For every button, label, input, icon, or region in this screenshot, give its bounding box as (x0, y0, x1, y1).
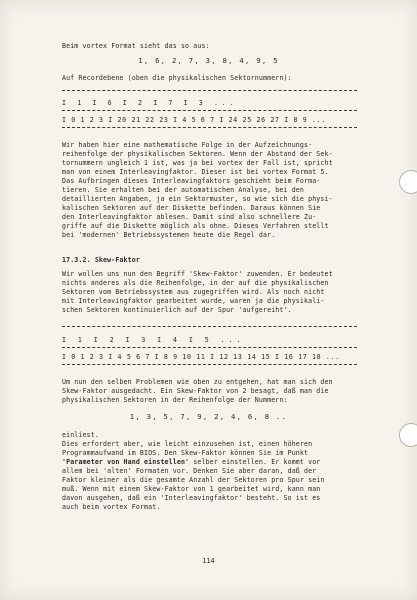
paragraph-line: einliest. (62, 431, 99, 439)
table2-physical-row: I 1 I 2 I 3 I 4 I 5 ... (62, 336, 245, 344)
skew-sequence: 1, 3, 5, 7, 9, 2, 4, 6, 8 .. (129, 412, 288, 421)
paragraph-line: mit Interleavingfaktor gearbeitet wurde, waren ja die physikali- (62, 297, 325, 305)
record-level-label: Auf Recordebene (oben die physikalischen Sektornummern): (62, 74, 292, 82)
intro-text: Beim vortex Format sieht das so aus: (62, 42, 210, 50)
paragraph-line: Wir haben hier eine mathematische Folge in der Aufzeichnungs- (62, 141, 313, 149)
table1-mid-rule (62, 110, 357, 111)
logical-sequence: 1, 6, 2, 7, 3, 8, 4, 9, 5 (138, 56, 279, 65)
paragraph-line: bei 'modernen' Betriebssystemen heute die Regel dar. (62, 231, 276, 239)
paragraph-line: nichts anderes als die Reihenfolge, in der auf die physikalischen (62, 279, 329, 287)
paragraph-line: detaillierten Angaben, ja ein Sektormuster, so wie sich die physi- (62, 195, 333, 203)
paragraph-line: den Interleavingfaktor ablesen. Damit sind also schnellere Zu- (62, 213, 317, 221)
section-heading: 17.3.2. Skew-Faktor (62, 256, 140, 264)
table2-record-row: I 0 1 2 3 I 4 5 6 7 I 8 9 10 11 I 12 13 14 15 I 16 17 18 ... (62, 353, 340, 361)
paragraph-line: davon ausgehen, daß ein 'Interleavingfaktor' besteht. So ist es (62, 494, 321, 502)
paragraph-line: physikalischen Sektoren in der Reihenfolge der Nummern: (62, 396, 288, 404)
table2-top-rule (62, 326, 357, 327)
paragraph-line (62, 458, 320, 466)
table1-physical-row: I 1 I 6 I 2 I 7 I 3 ... (62, 99, 237, 107)
paragraph-line-tail: selber einstellen. Er kommt vor (189, 458, 321, 466)
paragraph-line: Dies erfordert aber, wie leicht einzusehen ist, einen höheren (62, 440, 313, 448)
paragraph-line: reihenfolge der physikalischen Sektoren. Wenn der Abstand der Sek- (62, 150, 333, 158)
paragraph-line: tieren. Sie erhalten bei der automatischen Analyse, bei den (62, 186, 305, 194)
table2-bottom-rule (62, 364, 357, 365)
table1-top-rule (62, 90, 357, 91)
table1-bottom-rule (62, 127, 357, 128)
paragraph-line: Um nun den selben Problemen wie oben zu entgehen, hat man sich den (62, 378, 333, 386)
table1-record-row: I 0 1 2 3 I 20 21 22 23 I 4 5 6 7 I 24 25 26 27 I 8 9 ... (62, 116, 326, 124)
paragraph-line: Sektoren vom Betriebssystem aus zugegriffen wird. Als noch nicht (62, 288, 325, 296)
paragraph-line: Faktor kleiner als die gesamte Anzahl der Sektoren pro Spur sein (62, 476, 325, 484)
page-number: 114 (202, 557, 215, 565)
paragraph-line: man von einem Interleavingfaktor. Dieser ist bei vortex Format 5. (62, 168, 329, 176)
paragraph-line: Wir wollen uns nun den Begriff 'Skew-Faktor' zuwenden. Er bedeutet (62, 270, 333, 278)
table2-mid-rule (62, 347, 357, 348)
menu-item-reference: 'Parameter von Hand einstellen' (62, 458, 190, 466)
paragraph-line: auch beim vortex Format. (62, 503, 161, 511)
paragraph-line: tornummern ungleich 1 ist, was ja bei vortex der Fall ist, spricht (62, 159, 333, 167)
paragraph-line: muß. Wenn mit einem Skew-Faktor von 1 gearbeitet wird, kann man (62, 485, 321, 493)
paragraph-line: allem bei 'alten' Formaten vor. Denken Sie aber daran, daß der (62, 467, 317, 475)
paragraph-line: kalischen Sektoren auf der Diskette befinden. Daraus können Sie (62, 204, 321, 212)
paragraph-line: griffe auf die Diskette möglich als ohne. Dieses Verfahren stellt (62, 222, 329, 230)
paragraph-line: Programmaufwand im BIOS. Den Skew-Faktor können Sie im Punkt (62, 449, 309, 457)
paragraph-line: Das Aufbringen dieses Interleavingfaktors geschieht beim Forma- (62, 177, 321, 185)
paragraph-line: schen Sektoren kontinuierlich auf der Spur 'aufgereiht'. (62, 306, 292, 314)
paragraph-line: Skew-Faktor ausgedacht. Ein Skew-Faktor von 2 besagt, daß man die (62, 387, 329, 395)
